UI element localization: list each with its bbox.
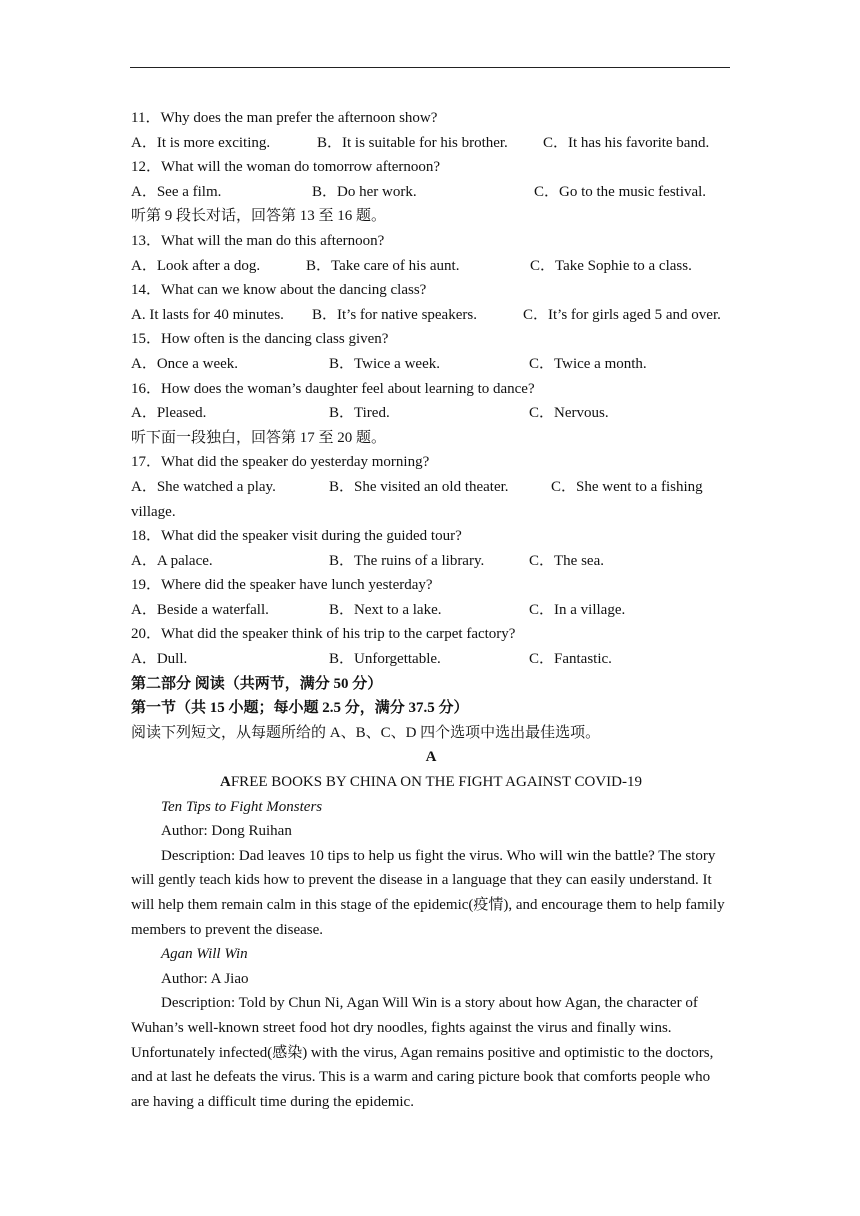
option-c: C．Nervous. (529, 405, 609, 422)
header-rule (130, 67, 730, 68)
option-b: B．Unforgettable. (329, 651, 441, 668)
option-c: C．It has his favorite band. (543, 134, 710, 151)
reading-directions: 阅读下列短文，从每题所给的 A、B、C、D 四个选项中选出最佳选项。 (131, 724, 601, 741)
option-c: C．Fantastic. (529, 651, 612, 668)
option-row (131, 352, 731, 377)
option-row (131, 401, 731, 426)
option-b: B．Tired. (329, 405, 390, 422)
passage-title-initial: A (220, 774, 231, 791)
book-author: Author: Dong Ruihan (161, 823, 292, 840)
question-stem: 17．What did the speaker do yesterday morning? (131, 454, 430, 471)
option-row (131, 647, 731, 672)
section-instruction: 听第 9 段长对话，回答第 13 至 16 题。 (131, 208, 387, 225)
question-stem: 13．What will the man do this afternoon? (131, 232, 385, 249)
option-b: B．She visited an old theater. (329, 478, 509, 495)
option-c: C．She went to a fishing (551, 478, 703, 495)
section-heading: 第一节（共 15 小题；每小题 2.5 分，满分 37.5 分） (131, 700, 469, 717)
option-a: A．She watched a play. (131, 478, 276, 495)
option-c: C．The sea. (529, 552, 604, 569)
option-b: B．Do her work. (312, 183, 417, 200)
option-b: B．Next to a lake. (329, 601, 442, 618)
option-row (131, 475, 731, 500)
option-a: A．Beside a waterfall. (131, 601, 269, 618)
question-stem: 14．What can we know about the dancing class? (131, 282, 427, 299)
question-stem: 15．How often is the dancing class given? (131, 331, 389, 348)
option-row (131, 549, 731, 574)
option-overflow: village. (131, 503, 176, 520)
exam-page (131, 106, 731, 1114)
option-a: A．Dull. (131, 651, 188, 668)
option-a: A. It lasts for 40 minutes. (131, 306, 284, 323)
part-heading: 第二部分 阅读（共两节，满分 50 分） (131, 675, 383, 692)
section-instruction: 听下面一段独白，回答第 17 至 20 题。 (131, 429, 387, 446)
option-c: C．It’s for girls aged 5 and over. (523, 306, 721, 323)
option-a: A．Once a week. (131, 355, 239, 372)
question-stem: 19．Where did the speaker have lunch yesterday? (131, 577, 433, 594)
option-b: B．It’s for native speakers. (312, 306, 477, 323)
option-row (131, 303, 731, 328)
passage-title (131, 770, 731, 795)
question-stem: 11．Why does the man prefer the afternoon show? (131, 110, 438, 126)
option-c: C．Twice a month. (529, 355, 647, 372)
option-c: C．Take Sophie to a class. (530, 257, 692, 274)
passage-letter: A (425, 749, 437, 766)
option-row (131, 180, 731, 205)
option-c: C．In a village. (529, 601, 626, 618)
option-a: A．Look after a dog. (131, 257, 261, 274)
question-stem: 20．What did the speaker think of his trip to the carpet factory? (131, 626, 516, 643)
option-a: A．See a film. (131, 183, 222, 200)
book-author: Author: A Jiao (161, 970, 249, 987)
option-c: C．Go to the music festival. (534, 183, 707, 200)
option-b: B．Take care of his aunt. (306, 257, 460, 274)
book-description: Description: Dad leaves 10 tips to help us fight the virus. Who will win the battle? The story will gently teach kids how to prevent the disease in a language that they can easily understand. It will help them remain calm in this stage of the epidemic(疫情), and encourage them to help family members to prevent the disease. (131, 847, 725, 938)
question-stem: 12．What will the woman do tomorrow afternoon? (131, 159, 441, 176)
option-b: B．It is suitable for his brother. (317, 134, 508, 151)
option-a: A．A palace. (131, 552, 213, 569)
option-a: A．Pleased. (131, 405, 207, 422)
question-stem: 18．What did the speaker visit during the guided tour? (131, 528, 462, 545)
question-stem: 16．How does the woman’s daughter feel about learning to dance? (131, 380, 535, 397)
option-a: A．It is more exciting. (131, 134, 271, 151)
option-b: B．Twice a week. (329, 355, 440, 372)
option-row (131, 131, 731, 156)
book-description: Description: Told by Chun Ni, Agan Will Win is a story about how Agan, the character of Wuhan’s well-known street food hot dry noodles, fights against the virus and finally wins. Unfortunately infected(感染) with the virus, Agan remains positive and optimistic to the doctors, and at last he defeats the virus. This is a warm and caring picture book that comforts people who are having a difficult time during the epidemic. (131, 995, 714, 1110)
book-title: Ten Tips to Fight Monsters (161, 798, 323, 815)
option-row (131, 254, 731, 279)
passage-title-text: FREE BOOKS BY CHINA ON THE FIGHT AGAINST COVID-19 (230, 774, 642, 791)
book-title: Agan Will Win (161, 946, 248, 963)
option-b: B．The ruins of a library. (329, 552, 485, 569)
option-row (131, 598, 731, 623)
